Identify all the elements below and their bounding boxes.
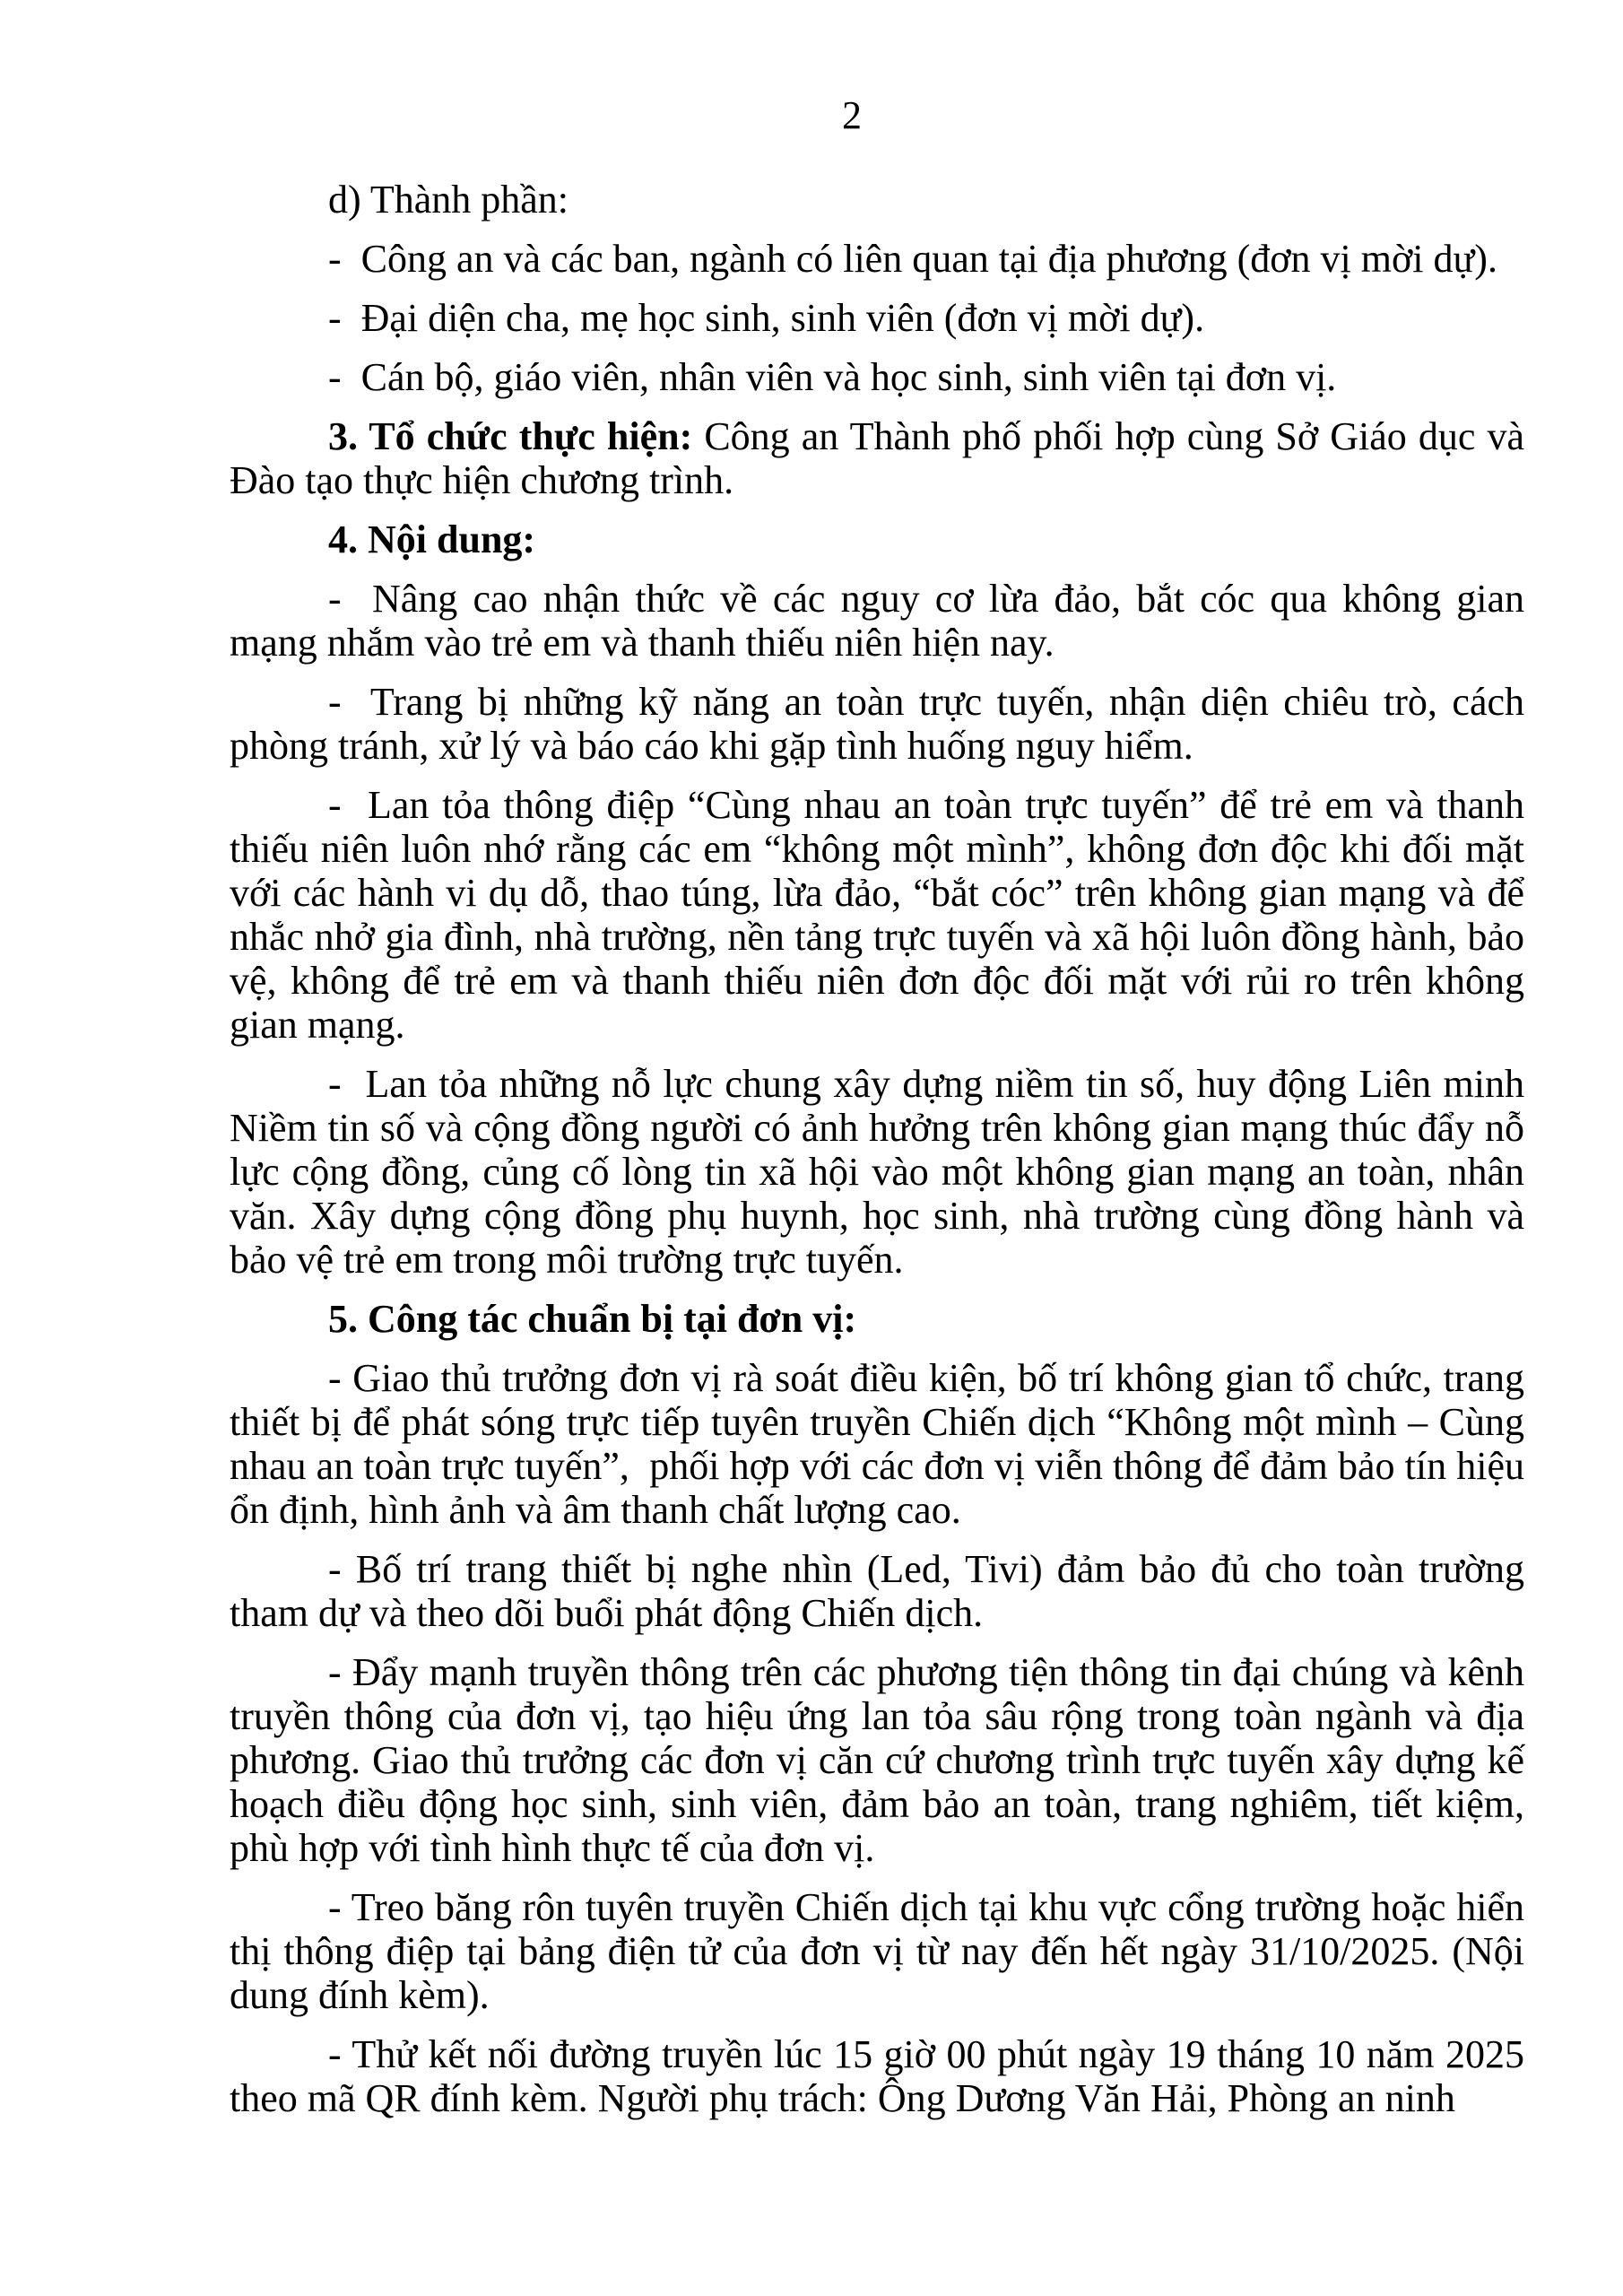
paragraph-text: - Bố trí trang thiết bị nghe nhìn (Led, Tivi) đảm bảo đủ cho toàn trường tham dự và theo dõi buổi phát động Chiến dịch. xyxy=(230,1547,1524,1635)
bullet-trang-bi xyxy=(230,680,1524,768)
para-to-chuc-thuc-hien xyxy=(230,414,1524,502)
paragraph-text: - Thử kết nối đường truyền lúc 15 giờ 00 phút ngày 19 tháng 10 năm 2025 theo mã QR đính kèm. Người phụ trách: Ông Dương Văn Hải, Phòng an ninh xyxy=(230,2032,1524,2120)
paragraph-text: - Đại diện cha, mẹ học sinh, sinh viên (đơn vị mời dự). xyxy=(328,296,1205,340)
heading-cong-tac-chuan-bi xyxy=(230,1297,1524,1341)
bullet-lan-toa-thong-diep xyxy=(230,783,1524,1047)
bullet-nang-cao xyxy=(230,577,1524,665)
bold-lead: 3. Tổ chức thực hiện: xyxy=(328,414,693,458)
paragraph-text: - Giao thủ trưởng đơn vị rà soát điều kiện, bố trí không gian tổ chức, trang thiết bị để phát sóng trực tiếp tuyên truyền Chiến dịch “Không một mình – Cùng nhau an toàn trực tuyến”, phối hợp với các đơn vị viễn thông để đảm bảo tín hiệu ổn định, hình ảnh và âm thanh chất lượng cao. xyxy=(230,1356,1524,1532)
page-number: 2 xyxy=(842,93,862,137)
heading-noi-dung xyxy=(230,517,1524,561)
paragraph-text: - Lan tỏa những nỗ lực chung xây dựng niềm tin số, huy động Liên minh Niềm tin số và cộng đồng người có ảnh hưởng trên không gian mạng thúc đẩy nỗ lực cộng đồng, củng cố lòng tin xã hội vào một không gian mạng an toàn, nhân văn. Xây dựng cộng đồng phụ huynh, học sinh, nhà trường cùng đồng hành và bảo vệ trẻ em trong môi trường trực tuyến. xyxy=(230,1062,1524,1282)
bold-lead: 5. Công tác chuẩn bị tại đơn vị: xyxy=(328,1297,857,1341)
bullet-lan-toa-no-luc xyxy=(230,1062,1524,1282)
bullet-dai-dien xyxy=(230,296,1524,340)
paragraph-text: - Cán bộ, giáo viên, nhân viên và học sinh, sinh viên tại đơn vị. xyxy=(328,355,1337,399)
bullet-thu-ket-noi xyxy=(230,2032,1524,2120)
bullet-giao-thu-truong xyxy=(230,1356,1524,1532)
paragraph-text: - Trang bị những kỹ năng an toàn trực tuyến, nhận diện chiêu trò, cách phòng tránh, xử lý và báo cáo khi gặp tình huống nguy hiểm. xyxy=(230,680,1524,768)
paragraph-text: Công an Thành phố phối hợp cùng Sở Giáo dục và Đào tạo thực hiện chương trình. xyxy=(230,414,1524,502)
paragraph-text: - Treo băng rôn tuyên truyền Chiến dịch tại khu vực cổng trường hoặc hiển thị thông điệp tại bảng điện tử của đơn vị từ nay đến hết ngày 31/10/2025. (Nội dung đính kèm). xyxy=(230,1885,1524,2017)
bullet-bo-tri-thiet-bi xyxy=(230,1547,1524,1635)
paragraph-text: - Công an và các ban, ngành có liên quan tại địa phương (đơn vị mời dự). xyxy=(328,237,1497,281)
bullet-treo-bang-ron xyxy=(230,1885,1524,2017)
paragraph-text: - Nâng cao nhận thức về các nguy cơ lừa đảo, bắt cóc qua không gian mạng nhắm vào trẻ em và thanh thiếu niên hiện nay. xyxy=(230,577,1524,665)
paragraph-text: - Lan tỏa thông điệp “Cùng nhau an toàn trực tuyến” để trẻ em và thanh thiếu niên luôn nhớ rằng các em “không một mình”, không đơn độc khi đối mặt với các hành vi dụ dỗ, thao túng, lừa đảo, “bắt cóc” trên không gian mạng và để nhắc nhở gia đình, nhà trường, nền tảng trực tuyến và xã hội luôn đồng hành, bảo vệ, không để trẻ em và thanh thiếu niên đơn độc đối mặt với rủi ro trên không gian mạng. xyxy=(230,783,1524,1047)
bullet-day-manh-truyen-thong xyxy=(230,1650,1524,1870)
bold-lead: 4. Nội dung: xyxy=(328,517,536,561)
bullet-can-bo xyxy=(230,355,1524,399)
bullet-cong-an xyxy=(230,237,1524,281)
paragraph-text: d) Thành phần: xyxy=(328,178,569,222)
heading-thanh-phan xyxy=(230,178,1524,222)
paragraph-text: - Đẩy mạnh truyền thông trên các phương tiện thông tin đại chúng và kênh truyền thông của đơn vị, tạo hiệu ứng lan tỏa sâu rộng trong toàn ngành và địa phương. Giao thủ trưởng các đơn vị căn cứ chương trình trực tuyến xây dựng kế hoạch điều động học sinh, sinh viên, đảm bảo an toàn, trang nghiêm, tiết kiệm, phù hợp với tình hình thực tế của đơn vị. xyxy=(230,1650,1524,1870)
document-body xyxy=(230,178,1524,2120)
